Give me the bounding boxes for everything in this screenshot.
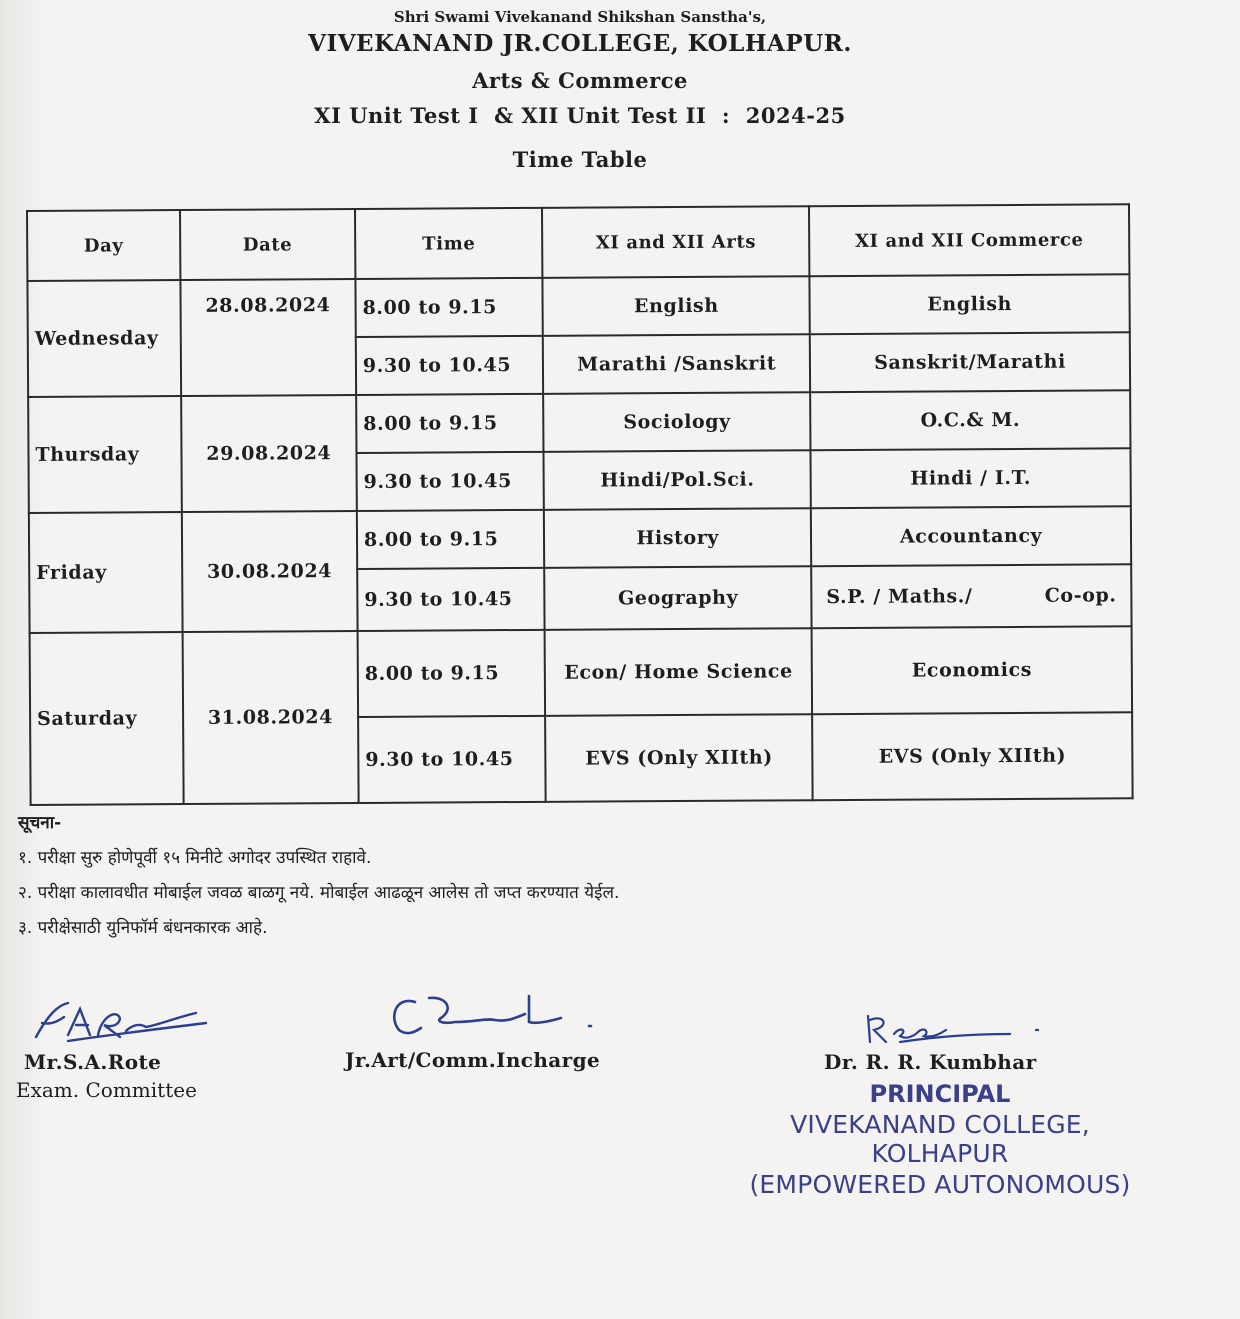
col-header-time: Time — [355, 208, 543, 279]
day-cell: Wednesday — [27, 280, 180, 397]
stream-title: Arts & Commerce — [472, 68, 688, 93]
instructions-title: सूचना- — [18, 813, 62, 833]
commerce-subject-cell: S.P. / Maths./ Co-op. — [811, 564, 1131, 628]
date-cell: 29.08.2024 — [181, 395, 357, 512]
time-cell: 8.00 to 9.15 — [357, 510, 545, 569]
arts-subject-cell: EVS (Only XIIth) — [545, 714, 812, 802]
arts-subject-cell: Geography — [545, 566, 812, 630]
time-cell: 9.30 to 10.45 — [356, 452, 544, 511]
time-cell: 8.00 to 9.15 — [358, 630, 546, 717]
commerce-subject-cell: Economics — [812, 626, 1132, 714]
arts-subject-cell: History — [544, 508, 811, 568]
time-cell: 9.30 to 10.45 — [358, 716, 546, 803]
college-name: VIVEKANAND JR.COLLEGE, KOLHAPUR. — [308, 30, 852, 57]
col-header-arts: XI and XII Arts — [542, 206, 809, 278]
time-cell: 8.00 to 9.15 — [355, 278, 543, 337]
instruction-item: ३. परीक्षेसाठी युनिफॉर्म बंधनकारक आहे. — [18, 918, 268, 938]
time-cell: 9.30 to 10.45 — [356, 336, 544, 395]
time-cell: 8.00 to 9.15 — [356, 394, 544, 453]
stamp-status: (EMPOWERED AUTONOMOUS) — [749, 1170, 1131, 1199]
exam-title: XI Unit Test I & XII Unit Test II : 2024-25 — [314, 103, 846, 128]
commerce-subject-cell: Sanskrit/Marathi — [810, 332, 1130, 392]
time-cell: 9.30 to 10.45 — [357, 568, 545, 631]
date-cell: 30.08.2024 — [182, 511, 358, 632]
arts-subject-cell: English — [543, 276, 810, 336]
signature-principal — [860, 1008, 1050, 1048]
col-header-date: Date — [180, 209, 356, 280]
signatory-role: Jr.Art/Comm.Incharge — [345, 1048, 601, 1072]
sanstha-name: Shri Swami Vivekanand Shikshan Sanstha's, — [393, 8, 767, 26]
commerce-subject-cell: EVS (Only XIIth) — [812, 712, 1132, 800]
commerce-subject-cell: Hindi / I.T. — [811, 448, 1131, 508]
table-row — [29, 506, 1131, 571]
signature-block-left — [16, 1050, 197, 1102]
signature-rote — [28, 995, 218, 1050]
day-cell: Saturday — [30, 632, 184, 805]
commerce-subject-cell: English — [810, 274, 1130, 334]
day-cell: Thursday — [28, 396, 181, 513]
signatory-name: Mr.S.A.Rote — [24, 1050, 162, 1074]
signatory-role: Exam. Committee — [16, 1078, 197, 1102]
arts-subject-cell: Sociology — [543, 392, 810, 452]
table-row — [30, 626, 1133, 719]
table-header-row — [27, 204, 1129, 281]
day-cell: Friday — [29, 512, 182, 633]
arts-subject-cell: Marathi /Sanskrit — [543, 334, 810, 394]
instruction-item: २. परीक्षा कालावधीत मोबाईल जवळ बाळगू नये. मोबाईल आढळून आलेस तो जप्त करण्यात येईल. — [18, 883, 620, 903]
signature-block-middle — [345, 1048, 600, 1072]
signatory-name: Dr. R. R. Kumbhar — [824, 1050, 1037, 1074]
table-row — [28, 390, 1130, 455]
stamp-title: PRINCIPAL — [869, 1080, 1011, 1108]
signature-incharge — [385, 988, 605, 1043]
arts-subject-cell: Hindi/Pol.Sci. — [544, 450, 811, 510]
signature-block-right — [824, 1050, 1037, 1074]
date-cell: 31.08.2024 — [182, 631, 358, 804]
table-row — [27, 274, 1129, 339]
date-cell: 28.08.2024 — [180, 279, 356, 396]
arts-subject-cell: Econ/ Home Science — [545, 628, 812, 716]
timetable — [26, 203, 1134, 806]
col-header-commerce: XI and XII Commerce — [809, 204, 1129, 276]
document-title: Time Table — [512, 147, 648, 172]
col-header-day: Day — [27, 210, 180, 281]
commerce-subject-cell: Accountancy — [811, 506, 1131, 566]
stamp-college: VIVEKANAND COLLEGE, KOLHAPUR — [790, 1110, 1090, 1168]
commerce-subject-cell: O.C.& M. — [810, 390, 1130, 450]
instruction-item: १. परीक्षा सुरु होणेपूर्वी १५ मिनीटे अगोदर उपस्थित राहावे. — [18, 848, 372, 868]
principal-stamp — [738, 1080, 1142, 1199]
instructions — [18, 810, 619, 950]
